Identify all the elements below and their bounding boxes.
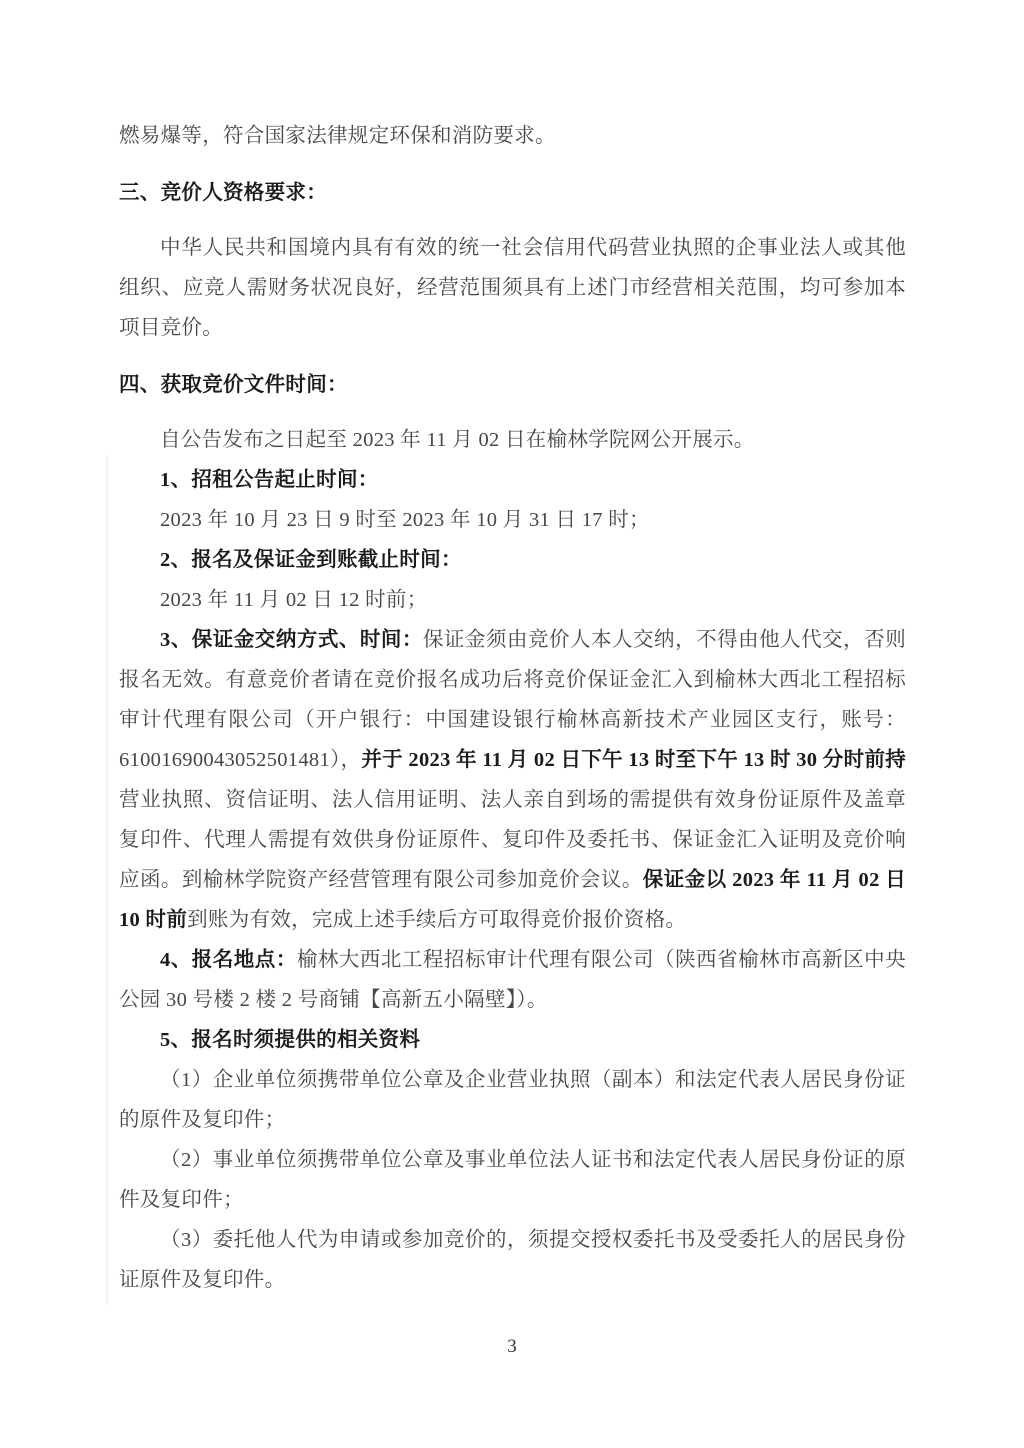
- item-4-label: 4、报名地点：: [160, 949, 297, 971]
- item-3-label: 3、保证金交纳方式、时间：: [160, 629, 423, 651]
- item-5-sub-3: （3）委托他人代为申请或参加竞价的，须提交授权委托书及受委托人的居民身份证原件及复印件。: [119, 1229, 906, 1291]
- item-3-text-3: 到账为有效，完成上述手续后方可取得竞价报价资格。: [187, 909, 687, 931]
- scan-artifact-line: [106, 455, 108, 1305]
- item-5-sub-1: （1）企业单位须携带单位公章及企业营业执照（副本）和法定代表人居民身份证的原件及复印件；: [119, 1069, 906, 1131]
- item-3-paragraph: [119, 620, 906, 940]
- item-2-heading: 2、报名及保证金到账截止时间：: [160, 549, 462, 571]
- document-content: [119, 116, 906, 1300]
- item-3-text-2: 营业执照、资信证明、法人信用证明、法人亲自到场的需提供有效身份证原件及盖章复印件、代理人需提有效供身份证原件、复印件及委托书、保证金汇入证明及竞价响应函。到榆林学院资产经营管理有限公司参加竞价会议。: [119, 789, 906, 891]
- item-3-bold-deadline-2: 保证金以 2023 年 11 月 02 日 10 时前: [119, 869, 907, 931]
- item-1-body: 2023 年 10 月 23 日 9 时至 2023 年 10 月 31 日 17 时；: [160, 509, 650, 531]
- item-3-text-1: 保证金须由竞价人本人交纳，不得由他人代交，否则报名无效。有意竞价者请在竞价报名成功后将竞价保证金汇入到榆林大西北工程招标审计代理有限公司（开户银行：中国建设银行榆林高新技术产业园区支行，账号：61001690043052501481），: [119, 629, 906, 771]
- item-2-body: 2023 年 11 月 02 日 12 时前；: [160, 589, 428, 611]
- paragraph-intro-continuation: 燃易爆等，符合国家法律规定环保和消防要求。: [119, 125, 556, 147]
- section-3-body: 中华人民共和国境内具有有效的统一社会信用代码营业执照的企事业法人或其他组织、应竞人需财务状况良好，经营范围须具有上述门市经营相关范围，均可参加本项目竞价。: [119, 237, 906, 339]
- item-1-heading: 1、招租公告起止时间：: [160, 469, 379, 491]
- item-3-bold-deadline-1: 并于 2023 年 11 月 02 日下午 13 时至下午 13 时 30 分时前持: [361, 749, 906, 771]
- section-4-intro: 自公告发布之日起至 2023 年 11 月 02 日在榆林学院网公开展示。: [160, 429, 755, 451]
- item-4-text: 榆林大西北工程招标审计代理有限公司（陕西省榆林市高新区中央公园 30 号楼 2 楼 2 号商铺【高新五小隔壁】）。: [119, 949, 906, 1011]
- item-5-sub-2: （2）事业单位须携带单位公章及事业单位法人证书和法定代表人居民身份证的原件及复印件；: [119, 1149, 906, 1211]
- section-3-heading: 三、竞价人资格要求：: [119, 182, 327, 204]
- section-4-heading: 四、获取竞价文件时间：: [119, 374, 348, 396]
- item-5-heading: 5、报名时须提供的相关资料: [160, 1029, 421, 1051]
- page-number: 3: [507, 1336, 517, 1357]
- item-4-paragraph: [119, 940, 906, 1020]
